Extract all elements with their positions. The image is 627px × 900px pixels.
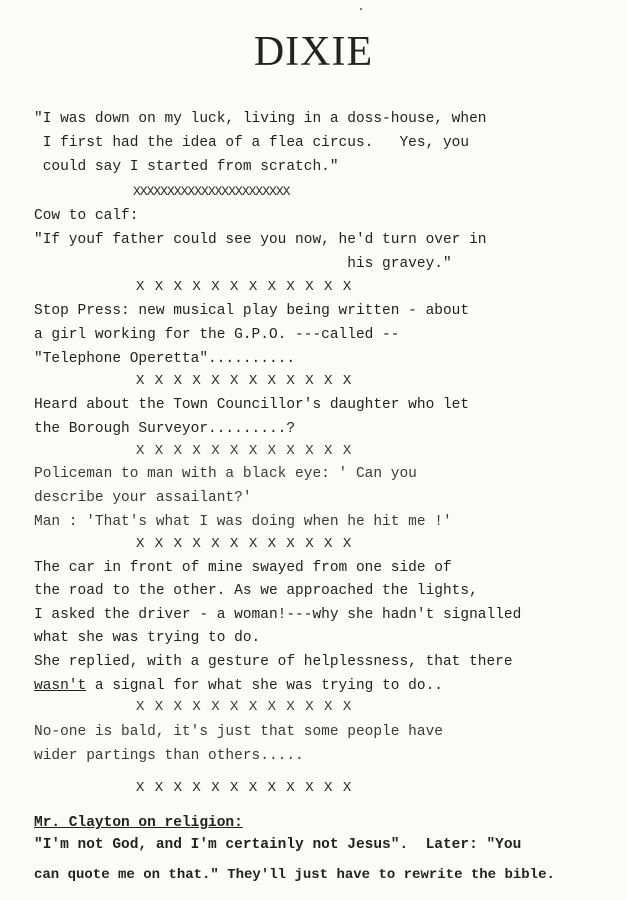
- joke-press-line-1: Stop Press: new musical play being written - about: [34, 303, 470, 319]
- joke-cow-line-3: his gravey.": [34, 256, 452, 272]
- joke-car-line-5: She replied, with a gesture of helplessness, that there: [34, 654, 513, 670]
- joke-police-line-2: describe your assailant?': [34, 490, 252, 506]
- separator-4: X X X X X X X X X X X X: [136, 443, 353, 459]
- religion-heading: Mr. Clayton on religion:: [34, 815, 243, 831]
- joke-council-line-2: the Borough Surveyor.........?: [34, 421, 296, 437]
- separator-3: X X X X X X X X X X X X: [136, 373, 353, 389]
- separator-5: X X X X X X X X X X X X: [136, 536, 353, 552]
- separator-1: XXXXXXXXXXXXXXXXXXXXXXX: [133, 184, 290, 199]
- joke-car-line-6-rest: a signal for what she was trying to do..: [86, 678, 443, 694]
- separator-2: X X X X X X X X X X X X: [136, 279, 353, 295]
- page-title: DIXIE: [253, 29, 374, 75]
- joke-flea-line-2: I first had the idea of a flea circus. Yes, you: [34, 135, 470, 151]
- underlined-word: wasn't: [34, 678, 87, 694]
- joke-cow-line-1: Cow to calf:: [34, 208, 139, 224]
- joke-flea-line-3: could say I started from scratch.": [34, 159, 339, 175]
- joke-police-line-3: Man : 'That's what I was doing when he hit me !': [34, 514, 452, 530]
- separator-7: X X X X X X X X X X X X: [136, 780, 353, 796]
- joke-press-line-2: a girl working for the G.P.O. ---called --: [34, 327, 400, 343]
- joke-car-line-4: what she was trying to do.: [34, 630, 261, 646]
- separator-6: X X X X X X X X X X X X: [136, 699, 353, 715]
- joke-bald-line-1: No-one is bald, it's just that some people have: [34, 724, 443, 740]
- stray-mark: [360, 8, 362, 10]
- joke-flea-line-1: "I was down on my luck, living in a doss-house, when: [34, 111, 487, 127]
- joke-council-line-1: Heard about the Town Councillor's daughter who let: [34, 397, 470, 413]
- joke-bald-line-2: wider partings than others.....: [34, 748, 304, 764]
- joke-car-line-1: The car in front of mine swayed from one side of: [34, 560, 452, 576]
- joke-car-line-6: [34, 677, 443, 695]
- joke-press-line-3: "Telephone Operetta"..........: [34, 351, 296, 367]
- religion-line-2: can quote me on that." They'll just have to rewrite the bible.: [34, 867, 555, 883]
- joke-police-line-1: Policeman to man with a black eye: ' Can you: [34, 466, 417, 482]
- religion-line-1: "I'm not God, and I'm certainly not Jesus". Later: "You: [34, 837, 522, 853]
- joke-cow-line-2: "If youf father could see you now, he'd turn over in: [34, 232, 487, 248]
- joke-car-line-3: I asked the driver - a woman!---why she hadn't signalled: [34, 607, 522, 623]
- joke-car-line-2: the road to the other. As we approached the lights,: [34, 583, 478, 599]
